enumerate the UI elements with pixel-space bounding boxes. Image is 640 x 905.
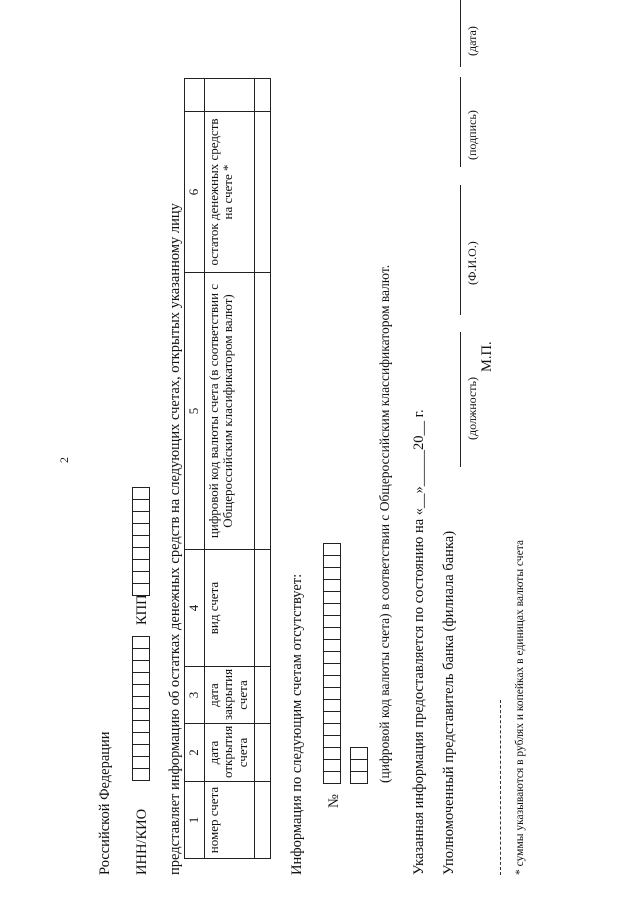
- col-number-3: 3: [185, 667, 205, 724]
- table-cell[interactable]: [254, 112, 270, 273]
- date-caption: (дата): [465, 26, 479, 56]
- name-caption: (Ф.И.О.): [465, 241, 479, 285]
- header-close-date: дата закрытия счета: [204, 667, 254, 724]
- currency-code-note: (цифровой код валюты счета) в соответствии с Общероссийским классификатором валют.: [377, 264, 392, 783]
- sign-line: [460, 77, 461, 167]
- col-number-6: 6: [185, 112, 205, 273]
- header-account-number: номер счета: [204, 782, 254, 859]
- header-currency-code: цифровой код валюты счета (в соответствии с Общероссийским класификатором валют): [204, 273, 254, 550]
- header-balance: остаток денежных средств на счете *: [204, 112, 254, 273]
- kpp-label: КПП: [134, 594, 150, 625]
- name-line: [460, 185, 461, 315]
- col-number-2: 2: [185, 724, 205, 782]
- currency-code-boxes[interactable]: [350, 747, 368, 783]
- table-cell[interactable]: [254, 724, 270, 782]
- table-cell[interactable]: [254, 550, 270, 667]
- footnote-divider: [500, 700, 501, 875]
- missing-info-label: Информация по следующим счетам отсутствует:: [289, 573, 305, 875]
- date-sign-line: [460, 0, 461, 67]
- sign-caption: (подпись): [465, 110, 479, 160]
- kpp-boxes[interactable]: [132, 487, 150, 595]
- header-open-date: дата открытия счета: [204, 724, 254, 782]
- position-line: [460, 332, 461, 467]
- date-line: Указанная информация предоставляется по состоянию на «__»_____20__ г.: [411, 409, 427, 875]
- stamp-label: М.П.: [479, 341, 495, 372]
- table-cell[interactable]: [254, 273, 270, 550]
- intro-text: представляет информацию об остатках денежных средств на следующих счетах, открытых указанному лицу: [167, 203, 183, 875]
- table-cell[interactable]: [254, 667, 270, 724]
- number-sign: №: [326, 794, 342, 808]
- col-number-extra: [185, 79, 205, 112]
- page-number: 2: [57, 457, 71, 463]
- col-number-4: 4: [185, 550, 205, 667]
- header-account-type: вид счета: [204, 550, 254, 667]
- country-label: Российской Федерации: [97, 731, 113, 875]
- inn-boxes[interactable]: [132, 636, 150, 780]
- footnote: * суммы указываются в рублях и копейках в единицах валюты счета: [514, 540, 526, 875]
- inn-label: ИНН/КИО: [134, 808, 150, 875]
- position-caption: (должность): [465, 377, 479, 440]
- accounts-table: [184, 78, 271, 859]
- header-extra: [204, 79, 254, 112]
- col-number-1: 1: [185, 782, 205, 859]
- col-number-5: 5: [185, 273, 205, 550]
- table-cell[interactable]: [254, 782, 270, 859]
- representative-label: Уполномоченный представитель банка (филиала банка): [441, 530, 457, 875]
- account-number-boxes[interactable]: [323, 543, 341, 783]
- table-cell[interactable]: [254, 79, 270, 112]
